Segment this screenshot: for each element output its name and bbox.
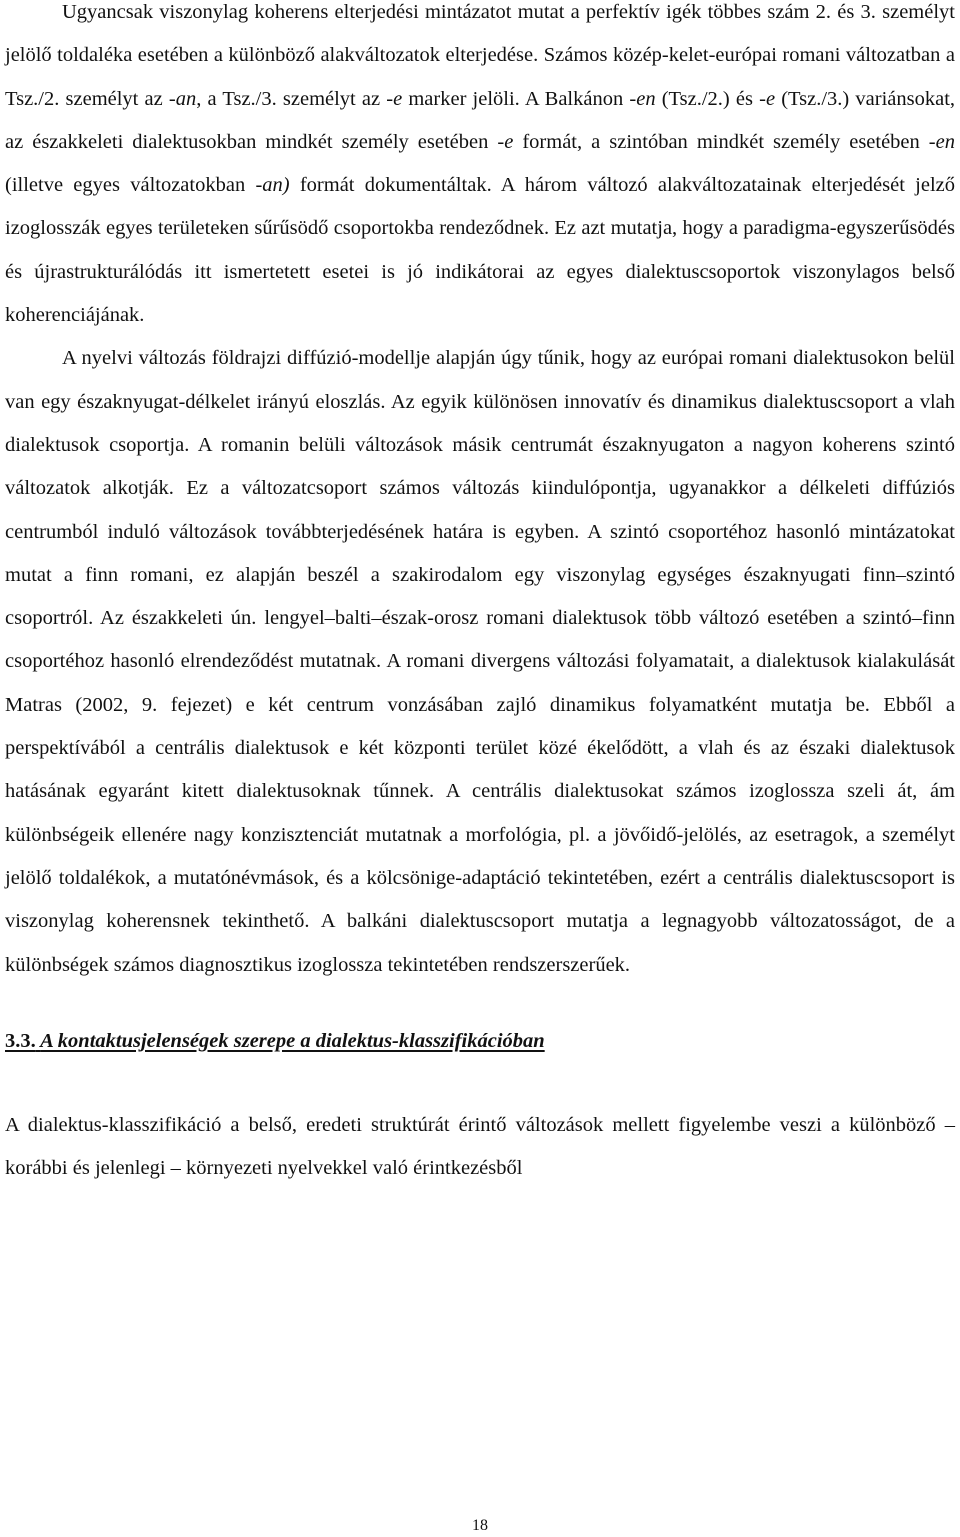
text-run: , a Tsz./3. személyt az (196, 87, 387, 110)
italic-run: -an) (255, 174, 290, 197)
text-run: formát, a szintóban mindkét személy esetében - (513, 130, 936, 153)
italic-run: -en (629, 87, 656, 110)
text-run: A nyelvi változás földrajzi diffúzió-modellje alapján úgy tűnik, hogy az európai romani dialektusokon belül van egy északnyugat-délkelet irányú eloszlás. Az egyik különösen innovatív és dinamikus dialektuscsoport a vlah dialektusok csoportja. A romanin belüli változások másik centrumát északnyugaton a nagyon koherens szintó változatok alkotják. Ez a változatcsoport számos változás kiindulópontja, ugyanakkor a délkeleti diffúziós centrumból induló változások továbbterjedésének határa is egyben. A szintó csoportéhoz hasonló mintázatokat mutat a finn romani, ez alapján beszél a szakirodalom egy viszonylag egységes északnyugati finn–szintó csoportról. Az északkeleti ún. lengyel–balti–észak-orosz romani dialektusok több változó esetében a szintó–finn csoportéhoz hasonló elrendeződést mutatnak. A romani divergens változási folyamatait, a dialektusok kialakulását Matras (2002, 9. fejezet) e két centrum vonzásában zajló dinamikus folyamatként mutatja be. Ebből a perspektívából a centrális dialektusok e két központi terület közé ékelődött, a vlah és az északi dialektusok hatásának egyaránt kitett dialektusoknak tűnnek. A centrális dialektusokat számos izoglossza szeli át, ám különbségeik ellenére nagy konzisztenciát mutatnak a morfológia, pl. a jövőidő-jelölés, az esetragok, a személyt jelölő toldalékok, a mutatónévmások, és a kölcsönige-adaptáció tekintetében, ezért a centrális dialektuscsoport is viszonylag koherensnek tekinthető. A balkáni dialektuscsoport mutatja a legnagyobb változatosságot, de a különbségek számos diagnosztikus izoglossza tekintetében rendszerszerűek. (5, 347, 955, 976)
text-run: formát dokumentáltak. A három változó alakváltozatainak elterjedését jelző izoglosszák egyes területeken sűrűsödő csoportokba rendeződnek. Ez azt mutatja, hogy a paradigma-egyszerűsödés és újrastrukturálódás itt ismertetett esetei is jó indikátorai az egyes dialektuscsoportok viszonylagos belső koherenciájának. (5, 174, 955, 327)
italic-run: -e (759, 87, 776, 110)
italic-run: -e (386, 87, 403, 110)
document-page (5, 0, 955, 1190)
text-run: marker jelöli. A Balkánon (402, 87, 630, 110)
section-heading (5, 1020, 955, 1063)
text-run: (Tsz./3.) variánsokat, az északkeleti dialektusokban mindkét személy esetében (5, 87, 956, 153)
text-run: (Tsz./2.) és (655, 87, 760, 110)
paragraph-2 (5, 337, 955, 986)
section-number: 3.3. (5, 1029, 36, 1052)
page-number: 18 (472, 1517, 488, 1534)
italic-run: en (935, 130, 955, 153)
section-spacer (5, 1063, 955, 1104)
text-run: Ugyancsak viszonylag koherens elterjedési mintázatot mutat a perfektív igék többes szám 2. és 3. személyt jelölő toldaléka esetében a különböző alakváltozatok elterjedése. Számos közép-kelet-európai romani változatban a Tsz./2. személyt az (5, 1, 955, 110)
paragraph-3: A dialektus-klasszifikáció a belső, eredeti struktúrát érintő változások mellett figyelembe veszi a különböző – korábbi és jelenlegi – környezeti nyelvekkel való érintkezésből (5, 1113, 955, 1180)
italic-run: -an (168, 87, 197, 110)
section-title: A kontaktusjelenségek szerepe a dialektus-klasszifikációban (40, 1029, 545, 1052)
paragraph-1 (5, 0, 955, 337)
text-run: (illetve egyes változatokban (5, 174, 256, 197)
italic-run: -e (497, 130, 514, 153)
